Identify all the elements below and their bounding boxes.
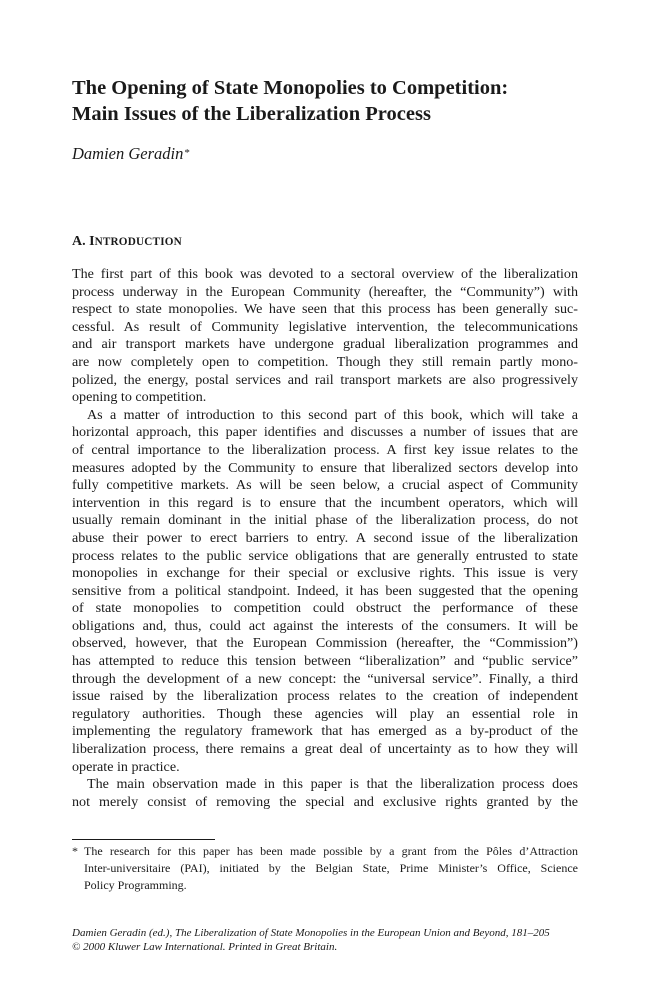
title-line: The Opening of State Monopolies to Competition: <box>72 77 509 99</box>
author-byline <box>72 144 190 164</box>
text-line: sensitive from a political standpoint. Indeed, it has been suggested that the opening <box>72 582 578 599</box>
text-line: of central importance to the liberalization process. A first key issue relates to the <box>72 441 578 458</box>
body-text <box>72 266 578 811</box>
text-line: monopolies in exchange for their special or exclusive rights. This issue is very <box>72 565 578 582</box>
text-line: The main observation made in this paper is that the liberalization process does <box>87 776 578 793</box>
footnote-line: Policy Programming. <box>84 878 187 892</box>
text-line: usually remain dominant in the initial phase of the liberalization process, do not <box>72 512 578 529</box>
text-line: obligations and, thus, could act against the interests of the consumers. It will be <box>72 617 578 634</box>
text-line: operate in practice. <box>72 758 180 775</box>
text-line: process relates to the public service obligations that are generally entrusted to state <box>72 547 578 564</box>
text-line: are now completely open to competition. Though they still remain partly mono- <box>72 353 578 370</box>
text-line: not merely consist of removing the special and exclusive rights granted by the <box>72 793 578 810</box>
text-line: abuse their power to erect barriers to entry. A second issue of the liberalization <box>72 529 578 546</box>
text-line: The first part of this book was devoted to a sectoral overview of the liberalization <box>72 266 578 282</box>
text-line: issue raised by the liberalization process relates to the creation of independent <box>72 688 578 705</box>
paragraph-2 <box>72 407 578 776</box>
text-line: As a matter of introduction to this second part of this book, which will take a <box>87 406 578 423</box>
text-line: through the development of a new concept: the “universal service”. Finally, a third <box>72 670 578 687</box>
text-line: and air transport markets have undergone gradual liberalization programmes and <box>72 336 578 353</box>
text-line: opening to competition. <box>72 389 207 406</box>
text-line: liberalization process, there remains a great deal of uncertainty as to how they will <box>72 741 578 758</box>
footnote-mark: * <box>72 844 78 858</box>
text-line: implementing the regulatory framework that has emerged as a by-product of the <box>72 723 578 740</box>
text-line: regulatory authorities. Though these agencies will play an essential role in <box>72 705 578 722</box>
section-letter: A. <box>72 234 90 249</box>
text-line: fully competitive markets. As will be seen below, a crucial aspect of Community <box>72 477 578 494</box>
paragraph-1 <box>72 266 578 407</box>
text-line: of state monopolies to competition could obstruct the performance of these <box>72 600 578 617</box>
text-line: observed, however, that the European Commission (hereafter, the “Commission”) <box>72 635 578 652</box>
copyright-line: © 2000 Kluwer Law International. Printed in Great Britain. <box>72 941 338 953</box>
author-name: Damien Geradin <box>72 144 184 163</box>
citation-line: Damien Geradin (ed.), The Liberalization of State Monopolies in the European Union and Beyond, 181–205 <box>72 927 550 939</box>
text-line: horizontal approach, this paper identifies and discusses a number of issues that are <box>72 424 578 441</box>
text-line: has attempted to reduce this tension between “liberalization” and “public service” <box>72 653 578 670</box>
section-small-caps: NTRODUCTION <box>94 236 182 248</box>
footnote-line: Inter-universitaire (PAI), initiated by the Belgian State, Prime Minister’s Office, Science <box>84 861 578 875</box>
text-line: process underway in the European Community (hereafter, the “Community”) with <box>72 283 578 300</box>
author-footnote-mark: * <box>184 147 190 159</box>
publication-citation <box>72 926 578 954</box>
paper-title <box>72 75 578 127</box>
paragraph-3 <box>72 776 578 811</box>
text-line: intervention in this regard is to ensure that the incumbent operators, which will <box>72 494 578 511</box>
text-line: cessful. As result of Community legislative intervention, the telecommunications <box>72 318 578 335</box>
text-line: polized, the energy, postal services and rail transport markets are also progressively <box>72 371 578 388</box>
footnote-rule <box>72 839 215 840</box>
section-initial: I <box>89 234 95 249</box>
footnote <box>72 843 578 894</box>
text-line: respect to state monopolies. We have seen that this process has been generally suc- <box>72 301 578 318</box>
section-heading <box>72 233 182 251</box>
text-line: measures adopted by the Community to ensure that liberalized sectors develop into <box>72 459 578 476</box>
footnote-line: The research for this paper has been made possible by a grant from the Pôles d’Attraction <box>84 844 578 858</box>
title-line: Main Issues of the Liberalization Process <box>72 103 431 125</box>
